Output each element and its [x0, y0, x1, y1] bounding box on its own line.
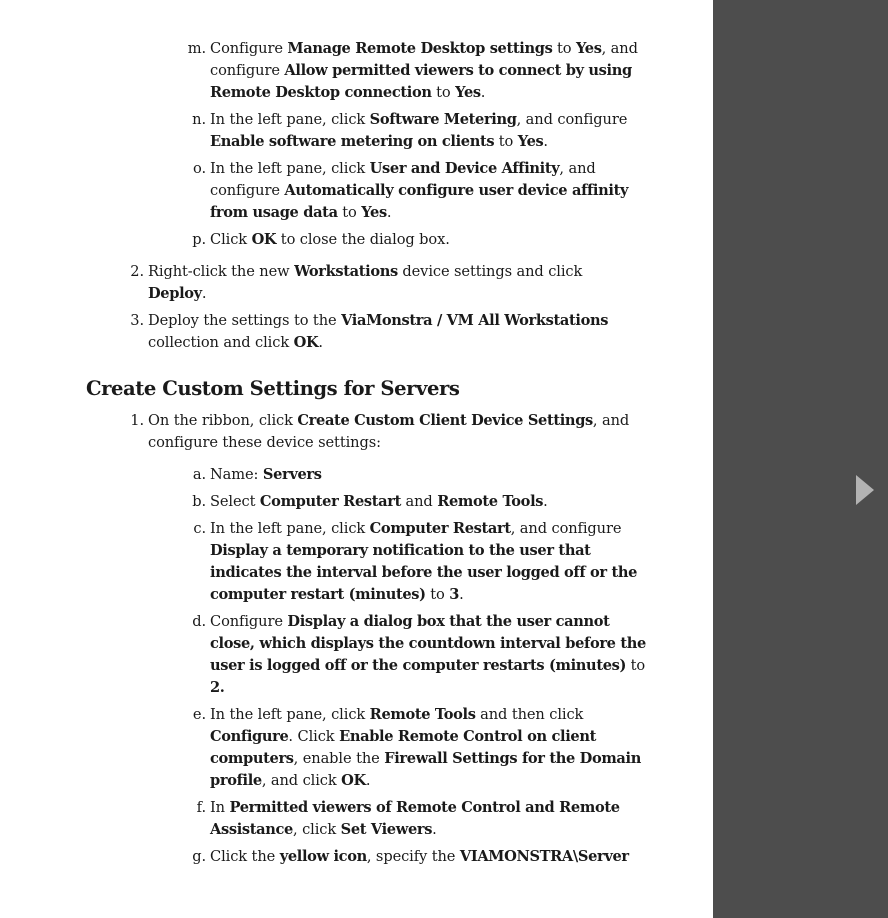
text-line — [210, 611, 646, 633]
text-run: and then click — [475, 706, 584, 723]
bold-text: close, which displays the countdown interval before the — [210, 635, 646, 652]
bold-text: Permitted viewers of Remote Control and Remote — [229, 799, 620, 816]
text-line — [210, 180, 628, 202]
text-line — [210, 540, 637, 562]
step-text — [210, 109, 627, 153]
step-text — [210, 229, 450, 251]
text-line — [210, 562, 637, 584]
bold-text: Yes — [575, 40, 602, 57]
bold-text: yellow icon — [279, 848, 367, 865]
section-heading: Create Custom Settings for Servers — [86, 377, 460, 400]
text-run: Select — [210, 493, 260, 510]
text-run: . — [459, 586, 464, 603]
text-run: to close the dialog box. — [276, 231, 450, 248]
step-marker: a. — [192, 466, 206, 483]
text-line — [148, 410, 629, 432]
step-text — [210, 491, 548, 513]
text-run: In the left pane, click — [210, 706, 370, 723]
text-run: to — [337, 204, 362, 221]
bold-text: Enable Remote Control on client — [339, 728, 596, 745]
text-run: , and click — [261, 772, 342, 789]
bold-text: Deploy — [148, 285, 202, 302]
step-marker: 2. — [130, 263, 144, 280]
bold-text: Yes — [361, 204, 387, 221]
step-text — [210, 704, 641, 792]
text-run: Configure — [210, 40, 288, 57]
bold-text: VIAMONSTRA\Server — [459, 848, 629, 865]
text-run: . Click — [288, 728, 340, 745]
text-run: . — [543, 493, 548, 510]
text-run: Right-click the new — [148, 263, 295, 280]
step-text — [148, 261, 582, 305]
step-marker: e. — [192, 706, 206, 723]
text-run: , and — [559, 160, 596, 177]
bold-text: profile — [210, 772, 262, 789]
text-run: to — [431, 84, 456, 101]
bold-text: OK — [293, 334, 319, 351]
text-run: collection and click — [148, 334, 294, 351]
text-line — [210, 655, 646, 677]
text-line — [148, 283, 582, 305]
text-run: to — [425, 586, 450, 603]
text-line — [210, 846, 629, 868]
bold-text: Display a temporary notification to the user that — [210, 542, 591, 559]
text-line — [210, 229, 450, 251]
bold-text: Create Custom Client Device Settings — [297, 412, 593, 429]
chevron-right-icon[interactable] — [855, 474, 875, 506]
step-text — [210, 611, 646, 699]
bold-text: Manage Remote Desktop settings — [287, 40, 553, 57]
text-run: to — [626, 657, 646, 674]
text-run: In the left pane, click — [210, 520, 370, 537]
text-run: Name: — [210, 466, 263, 483]
text-run: . — [480, 84, 486, 101]
step-text — [210, 158, 628, 224]
text-line — [210, 726, 641, 748]
text-line — [210, 633, 646, 655]
text-run: . — [365, 772, 371, 789]
text-line — [148, 261, 582, 283]
bold-text: Yes — [455, 84, 481, 101]
viewer-side-panel — [713, 0, 888, 918]
text-run: , and configure — [516, 111, 628, 128]
text-run: , and — [601, 40, 638, 57]
text-line — [210, 131, 627, 153]
bold-text: Firewall Settings for the Domain — [384, 750, 641, 767]
text-line — [210, 38, 638, 60]
step-text — [210, 518, 637, 606]
text-run: configure — [210, 62, 285, 79]
bold-text: Software Metering — [369, 111, 517, 128]
bold-text: OK — [341, 772, 366, 789]
step-marker: g. — [192, 848, 206, 865]
text-line — [210, 797, 620, 819]
step-marker: n. — [192, 111, 206, 128]
bold-text: Computer Restart — [259, 493, 401, 510]
text-line — [210, 60, 638, 82]
bold-text: Set Viewers — [340, 821, 433, 838]
text-run: , and configure — [510, 520, 622, 537]
bold-text: indicates the interval before the user logged off or the — [210, 564, 638, 581]
text-run: , specify the — [366, 848, 460, 865]
step-marker: 3. — [130, 312, 144, 329]
text-line — [210, 704, 641, 726]
text-run: to — [494, 133, 518, 150]
bold-text: Assistance — [210, 821, 293, 838]
bold-text: ViaMonstra / VM All Workstations — [341, 312, 609, 329]
bold-text: 2. — [210, 679, 225, 696]
text-run: . — [543, 133, 548, 150]
step-text — [210, 846, 629, 868]
text-run: configure — [210, 182, 285, 199]
text-line — [210, 202, 628, 224]
bold-text: Yes — [517, 133, 544, 150]
bold-text: 3 — [449, 586, 460, 603]
bold-text: Remote Desktop connection — [210, 84, 432, 101]
text-run: In — [210, 799, 230, 816]
bold-text: OK — [251, 231, 277, 248]
text-line — [210, 464, 322, 486]
text-line — [210, 770, 641, 792]
text-run: In the left pane, click — [210, 160, 370, 177]
text-run: Deploy the settings to the — [148, 312, 342, 329]
text-line — [210, 748, 641, 770]
text-line — [210, 109, 627, 131]
step-marker: 1. — [130, 412, 144, 429]
text-run: , enable the — [293, 750, 385, 767]
text-line — [210, 584, 637, 606]
text-line — [210, 518, 637, 540]
next-page-button[interactable] — [855, 474, 875, 506]
text-run: to — [552, 40, 576, 57]
text-run: Configure — [210, 613, 288, 630]
text-run: Click — [210, 231, 252, 248]
text-run: . — [386, 204, 392, 221]
bold-text: Automatically configure user device affinity — [284, 182, 629, 199]
bold-text: Display a dialog box that the user cannot — [287, 613, 610, 630]
text-line — [210, 491, 548, 513]
text-line — [210, 819, 620, 841]
bold-text: computer restart (minutes) — [210, 586, 426, 603]
step-text — [148, 410, 629, 454]
text-line — [148, 332, 608, 354]
bold-text: Configure — [210, 728, 289, 745]
bold-text: User and Device Affinity — [369, 160, 560, 177]
bold-text: Remote Tools — [369, 706, 476, 723]
step-marker: o. — [193, 160, 206, 177]
text-run: In the left pane, click — [210, 111, 370, 128]
text-run: . — [432, 821, 437, 838]
bold-text: Servers — [262, 466, 322, 483]
text-run: , and — [592, 412, 630, 429]
text-run: . — [201, 285, 207, 302]
step-text — [210, 464, 322, 486]
text-run: , click — [293, 821, 341, 838]
text-line — [210, 677, 646, 699]
bold-text: Enable software metering on clients — [210, 133, 495, 150]
step-marker: p. — [192, 231, 206, 248]
bold-text: Workstations — [294, 263, 398, 280]
bold-text: Computer Restart — [369, 520, 511, 537]
text-line — [210, 158, 628, 180]
bold-text: user is logged off or the computer restarts (minutes) — [210, 657, 627, 674]
bold-text: computers — [210, 750, 294, 767]
step-text — [210, 797, 620, 841]
text-run: Click the — [210, 848, 280, 865]
text-run: device settings and click — [397, 263, 583, 280]
text-run: configure these device settings: — [148, 434, 381, 451]
text-line — [148, 432, 629, 454]
text-run: . — [318, 334, 323, 351]
step-text — [148, 310, 608, 354]
text-line — [148, 310, 608, 332]
step-marker: m. — [187, 40, 206, 57]
text-run: and — [400, 493, 438, 510]
step-marker: b. — [192, 493, 206, 510]
step-marker: c. — [193, 520, 206, 537]
bold-text: Allow permitted viewers to connect by using — [284, 62, 632, 79]
step-marker: d. — [192, 613, 206, 630]
text-line — [210, 82, 638, 104]
step-marker: f. — [196, 799, 206, 816]
step-text — [210, 38, 638, 104]
text-run: On the ribbon, click — [148, 412, 298, 429]
bold-text: from usage data — [210, 204, 338, 221]
bold-text: Remote Tools — [437, 493, 544, 510]
